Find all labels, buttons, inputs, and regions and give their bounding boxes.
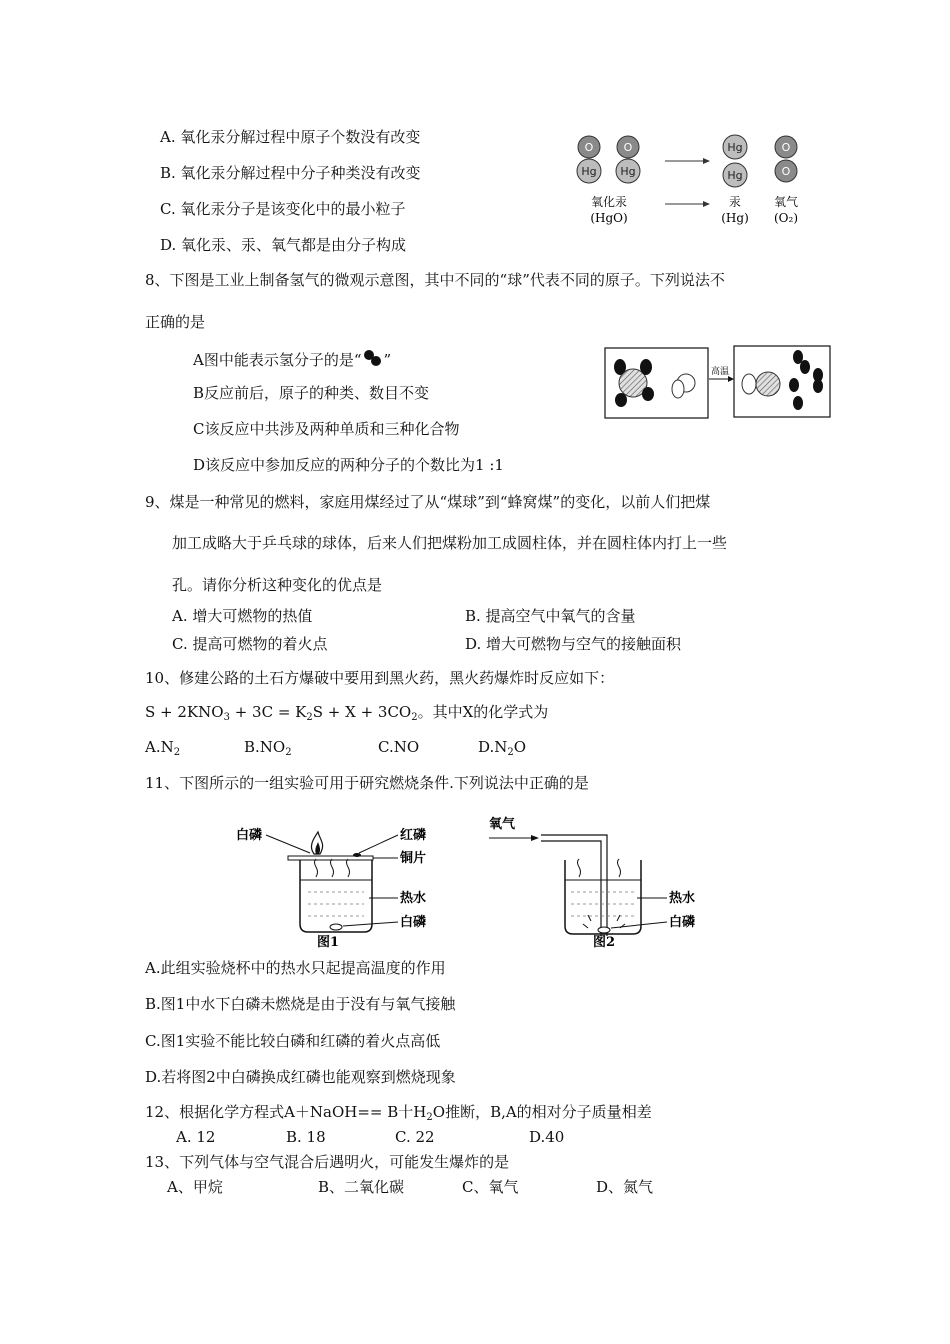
q9-stem-line2: 加工成略大于乒乓球的球体，后来人们把煤粉加工成圆柱体，并在圆柱体内打上一些 — [172, 534, 728, 552]
h2-molecules — [789, 350, 823, 410]
q10-option-c: C.NO — [378, 738, 420, 756]
stem-part: O推断，B,A的相对分子质量相差 — [432, 1103, 652, 1121]
opt-text: O — [513, 738, 527, 756]
atom-o-label: O — [781, 165, 791, 178]
stem-part: 12、根据化学方程式A＋NaOH== B十H — [145, 1103, 427, 1121]
atom-hg-label: Hg — [727, 141, 743, 154]
q10-option-d — [478, 737, 526, 763]
formula-hg: (Hg) — [721, 211, 749, 225]
atom-hg-label: Hg — [620, 165, 636, 178]
q8-option-a-close: ” — [383, 351, 392, 369]
beaker — [565, 860, 641, 934]
opt-text: B.NO — [244, 738, 286, 756]
formula-o2: (O₂) — [773, 211, 799, 225]
q10-equation — [145, 702, 548, 728]
opt-sub: 2 — [507, 747, 514, 758]
opt-sub: 2 — [285, 747, 292, 758]
q12-option-d: D.40 — [529, 1128, 565, 1146]
water-molecule — [672, 374, 695, 398]
condition-label: 高温 — [710, 367, 730, 377]
q12-option-c: C. 22 — [395, 1128, 435, 1146]
q8-option-a — [193, 347, 391, 370]
burning-rays — [583, 915, 625, 928]
q10-option-b — [244, 737, 292, 763]
q13-option-c: C、氧气 — [462, 1178, 519, 1196]
q12-option-a: A. 12 — [176, 1128, 216, 1146]
q7-option-b: B. 氧化汞分解过程中分子种类没有改变 — [160, 164, 421, 182]
q9-stem-line1: 9、煤是一种常见的燃料，家庭用煤经过了从“煤球”到“蜂窝煤”的变化，以前人们把煤 — [145, 493, 711, 511]
condition-arrow — [709, 365, 734, 382]
q7-option-c: C. 氧化汞分子是该变化中的最小粒子 — [160, 200, 406, 218]
atom-o-label: O — [584, 141, 594, 154]
hgo-molecule — [577, 136, 601, 183]
fig2-oxygen-label: 氧气 — [489, 817, 516, 832]
fig2-caption: 图2 — [593, 935, 616, 948]
fig1-white-phosphorus-label: 白磷 — [236, 828, 263, 843]
q12-stem — [145, 1102, 652, 1128]
opt-sub: 2 — [173, 747, 181, 758]
fig2-white-phosphorus-label: 白磷 — [669, 915, 696, 930]
atom-hg-label: Hg — [581, 165, 597, 178]
q11-option-a: A.此组实验烧杯中的热水只起提高温度的作用 — [145, 959, 446, 977]
hydrogen-molecule-icon — [362, 349, 384, 367]
q12-option-b: B. 18 — [286, 1128, 326, 1146]
label-hgo: 氧化汞 — [590, 195, 628, 209]
methane-molecule — [614, 359, 654, 407]
hydrogen-production-diagram — [604, 343, 834, 421]
q9-option-d: D. 增大可燃物与空气的接触面积 — [465, 635, 682, 653]
q11-stem: 11、下图所示的一组实验可用于研究燃烧条件.下列说法中正确的是 — [145, 774, 589, 792]
eq-part: S + 2KNO — [145, 703, 224, 721]
q13-stem: 13、下列气体与空气混合后遇明火，可能发生爆炸的是 — [145, 1153, 510, 1171]
q10-option-a — [145, 737, 180, 763]
q8-option-c: C该反应中共涉及两种单质和三种化合物 — [193, 420, 460, 438]
formula-hgo: (HgO) — [590, 211, 628, 225]
q11-option-d: D.若将图2中白磷换成红磷也能观察到燃烧现象 — [145, 1068, 456, 1086]
eq-part: S + X + 3CO — [312, 703, 412, 721]
combustion-experiment-figure-1 — [228, 822, 443, 950]
opt-text: D.N — [478, 738, 508, 756]
q11-option-c: C.图1实验不能比较白磷和红磷的着火点高低 — [145, 1032, 441, 1050]
hgo-molecule — [616, 136, 640, 183]
q8-option-d: D该反应中参加反应的两种分子的个数比为1 :1 — [193, 456, 504, 474]
eq-part: + 3C = K — [229, 703, 307, 721]
stem-sub: 2 — [426, 1112, 433, 1123]
q13-option-d: D、氮气 — [596, 1178, 654, 1196]
q9-option-a: A. 增大可燃物的热值 — [172, 607, 313, 625]
label-hg: 汞 — [728, 195, 742, 209]
fig1-red-phosphorus-label: 红磷 — [400, 828, 427, 843]
co-molecule — [742, 372, 780, 396]
q8-option-b: B反应前后，原子的种类、数目不变 — [193, 384, 430, 402]
atom-o-label: O — [781, 141, 791, 154]
q11-option-b: B.图1中水下白磷未燃烧是由于没有与氧气接触 — [145, 995, 456, 1013]
label-o2: 氧气 — [773, 195, 799, 209]
o2-molecule — [775, 136, 797, 182]
hg-atoms — [723, 135, 747, 187]
fig1-hot-water-label: 热水 — [400, 891, 427, 906]
q9-stem-line3: 孔。请你分析这种变化的优点是 — [172, 576, 383, 594]
oxygen-tube — [541, 835, 607, 936]
eq-sub: 3 — [223, 712, 230, 723]
beaker — [300, 860, 372, 932]
eq-sub: 2 — [411, 712, 418, 723]
reaction-arrow-bottom — [665, 201, 710, 207]
copper-sheet — [288, 856, 373, 860]
reaction-arrow-top — [665, 158, 710, 164]
fig1-caption: 图1 — [317, 935, 340, 950]
q9-option-b: B. 提高空气中氧气的含量 — [465, 607, 636, 625]
opt-text: A.N — [145, 738, 174, 756]
q7-option-d: D. 氧化汞、汞、氧气都是由分子构成 — [160, 236, 407, 254]
atom-hg-label: Hg — [727, 169, 743, 182]
eq-part: 。其中X的化学式为 — [417, 703, 549, 721]
combustion-experiment-figure-2 — [485, 808, 710, 948]
eq-sub: 2 — [306, 712, 313, 723]
q8-option-a-text: A图中能表示氢分子的是“ — [193, 351, 362, 369]
fig1-copper-label: 铜片 — [400, 851, 427, 866]
hgo-decomposition-diagram — [565, 128, 825, 230]
q8-stem-line2: 正确的是 — [145, 313, 206, 331]
q13-option-b: B、二氧化碳 — [318, 1178, 405, 1196]
q7-option-a: A. 氧化汞分解过程中原子个数没有改变 — [160, 128, 421, 146]
fig1-white-phosphorus-bottom-label: 白磷 — [400, 915, 427, 930]
q9-option-c: C. 提高可燃物的着火点 — [172, 635, 328, 653]
q10-stem: 10、修建公路的土石方爆破中要用到黑火药，黑火药爆炸时反应如下： — [145, 669, 615, 687]
q13-option-a: A、甲烷 — [167, 1178, 223, 1196]
atom-o-label: O — [623, 141, 633, 154]
q8-stem-line1: 8、下图是工业上制备氢气的微观示意图，其中不同的“球”代表不同的原子。下列说法不 — [145, 271, 725, 289]
fig2-hot-water-label: 热水 — [669, 891, 696, 906]
